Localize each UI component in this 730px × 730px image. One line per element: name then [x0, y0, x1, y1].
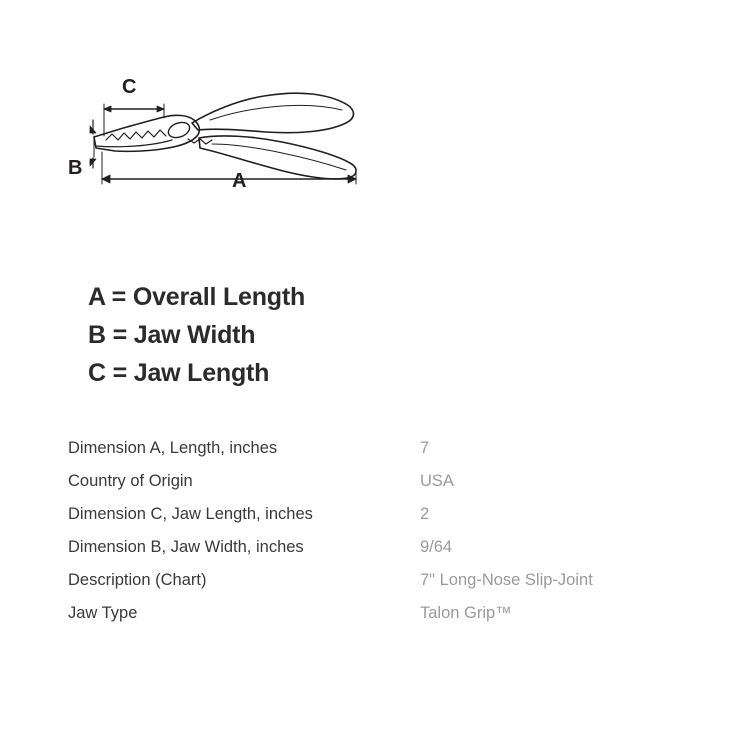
table-row	[68, 504, 688, 537]
product-dimension-diagram	[60, 60, 390, 210]
specifications-table	[68, 438, 688, 636]
spec-value: 7" Long-Nose Slip-Joint	[420, 571, 593, 589]
dimension-label-b: B	[68, 157, 83, 179]
legend-line-c: C = Jaw Length	[88, 359, 270, 387]
spec-value: 2	[420, 505, 430, 523]
spec-value: 9/64	[420, 538, 453, 556]
spec-value: Talon Grip™	[420, 604, 512, 622]
legend-line-b: B = Jaw Width	[88, 321, 256, 349]
spec-label: Description (Chart)	[68, 571, 207, 589]
table-row	[68, 537, 688, 570]
spec-value: 7	[420, 439, 430, 457]
table-row	[68, 471, 688, 504]
spec-label: Jaw Type	[68, 604, 138, 622]
pliers-illustration-svg	[60, 60, 390, 210]
spec-label: Country of Origin	[68, 472, 193, 490]
dimension-label-c: C	[122, 76, 137, 98]
dimension-legend	[88, 278, 305, 392]
spec-label: Dimension B, Jaw Width, inches	[68, 538, 304, 556]
spec-label: Dimension C, Jaw Length, inches	[68, 505, 313, 523]
spec-label: Dimension A, Length, inches	[68, 439, 278, 457]
spec-value: USA	[420, 472, 454, 490]
legend-line-a: A = Overall Length	[88, 283, 306, 311]
dimension-label-a: A	[232, 170, 247, 192]
table-row	[68, 438, 688, 471]
table-row	[68, 570, 688, 603]
table-row	[68, 603, 688, 636]
